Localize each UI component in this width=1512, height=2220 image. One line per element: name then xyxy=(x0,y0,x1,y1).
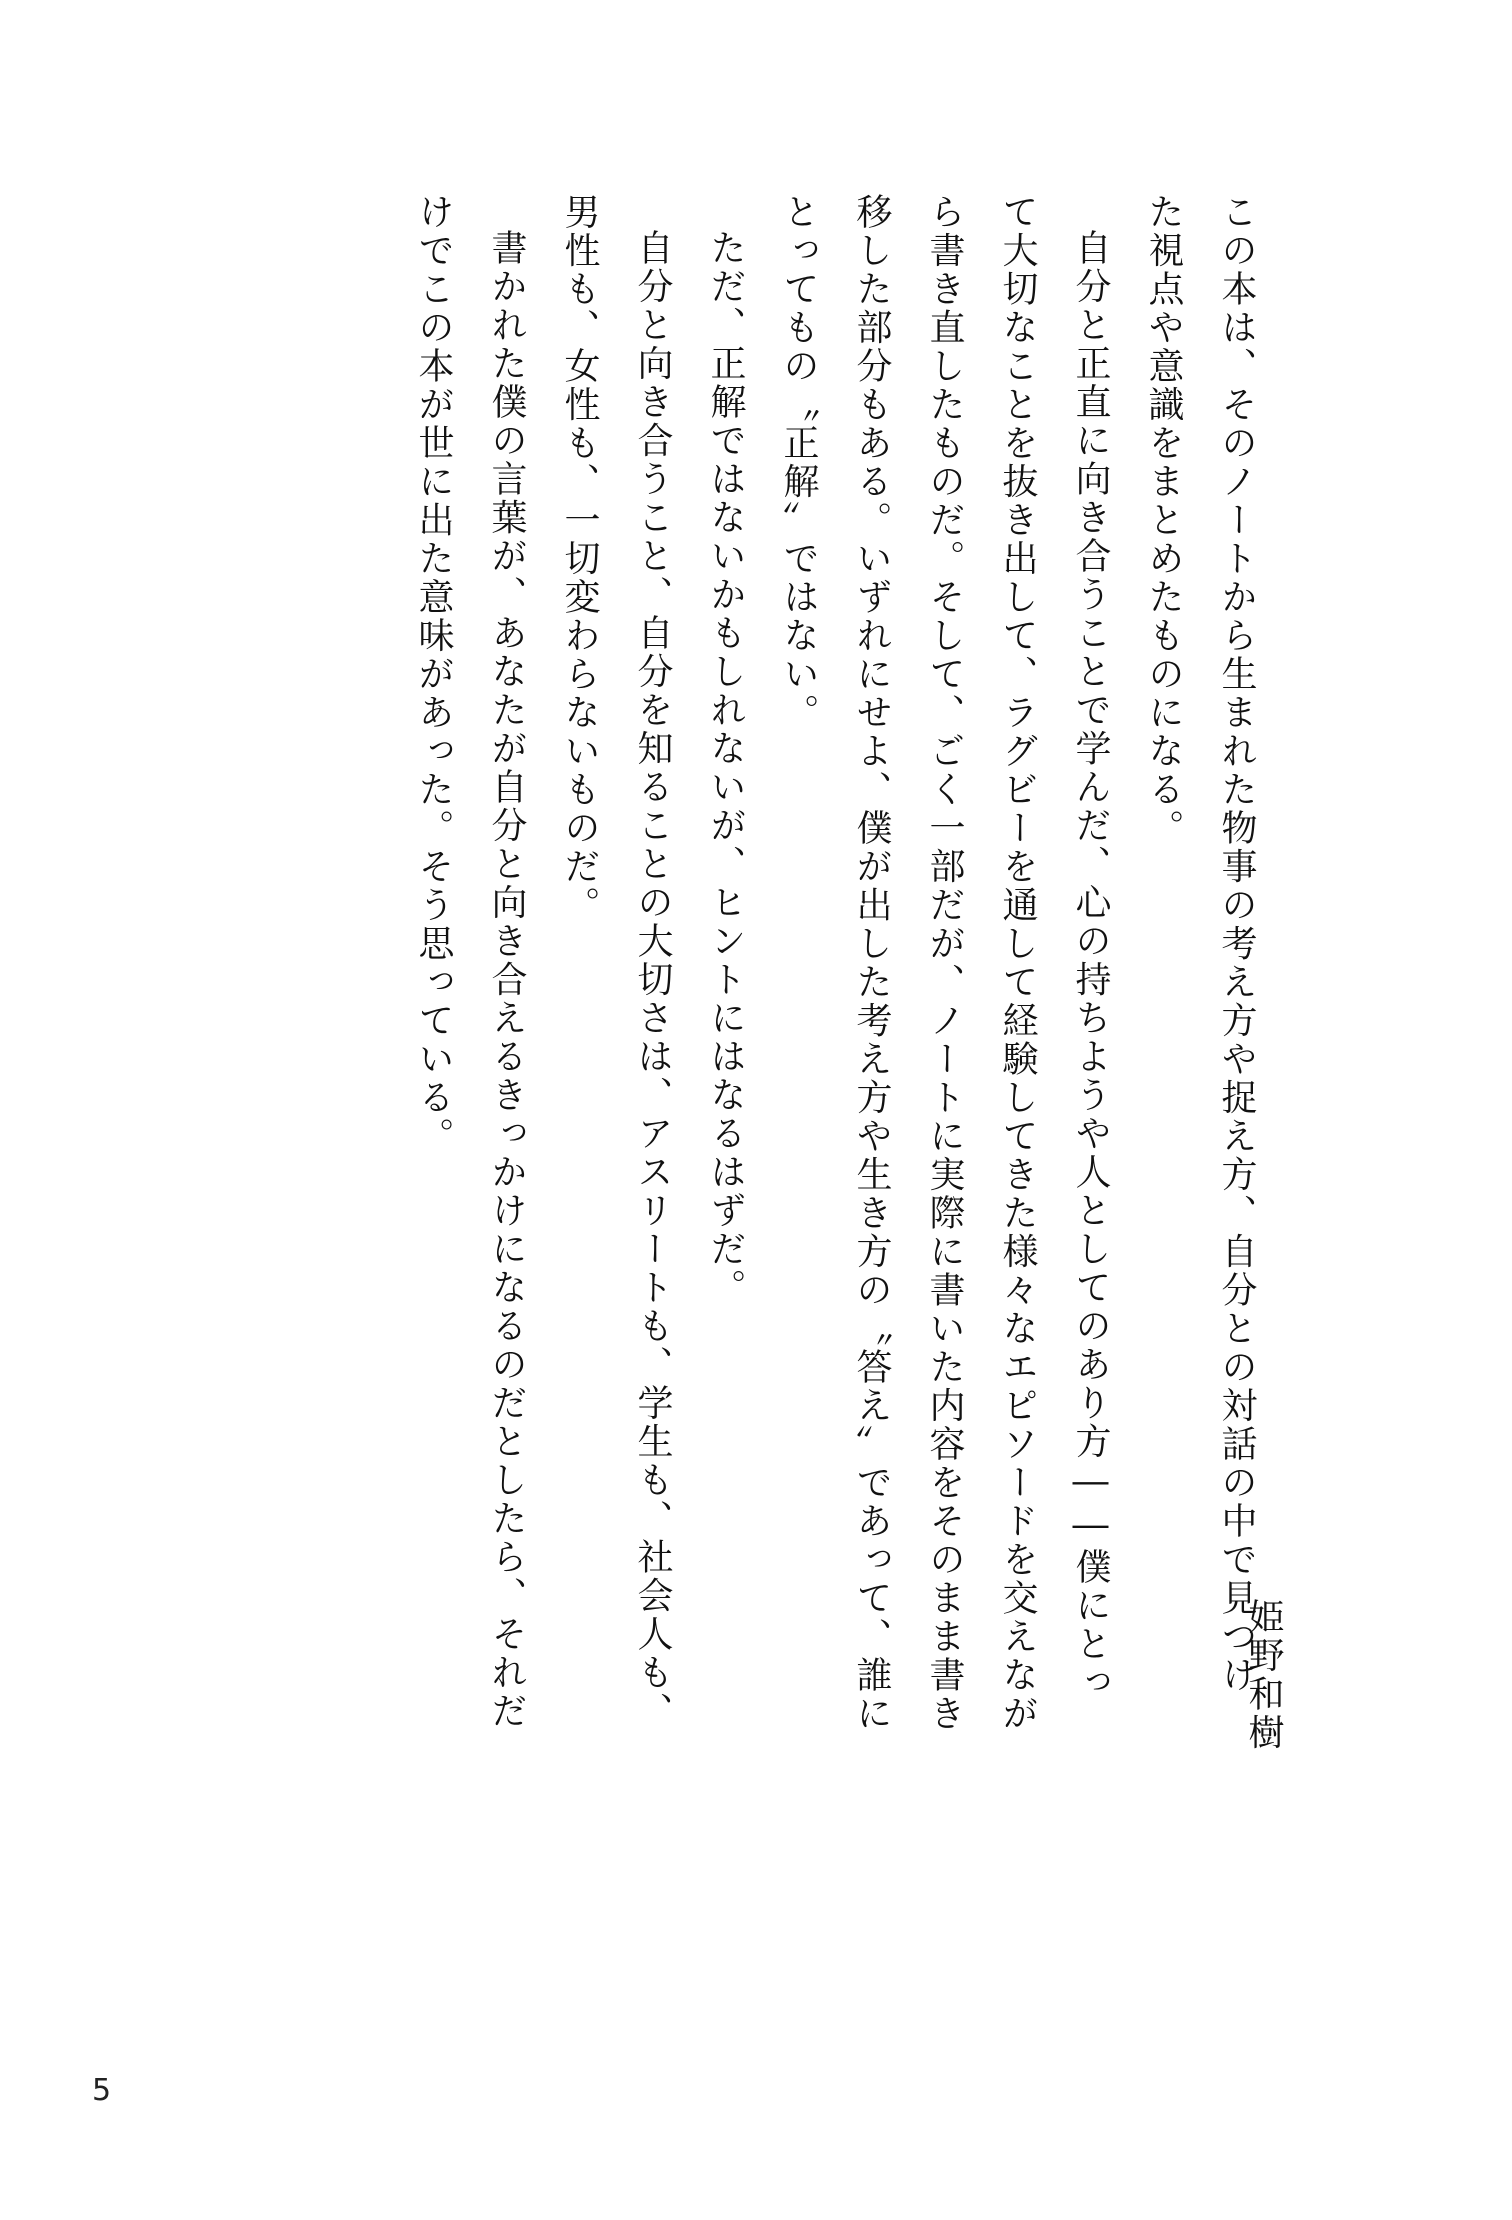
text-line: ら書き直したものだ。そして、ごく一部だが、ノートに実際に書いた内容をそのまま書き xyxy=(924,193,965,1733)
text-line: ただ、正解ではないかもしれないが、ヒントにはなるはずだ。 xyxy=(705,229,746,1307)
text-line: て大切なことを抜き出して、ラグビーを通して経験してきた様々なエピソードを交えなが xyxy=(997,193,1038,1733)
text-line: 自分と向き合うこと、自分を知ることの大切さは、アスリートも、学生も、社会人も、 xyxy=(632,229,673,1731)
text-line: けでこの本が世に出た意味があった。そう思っている。 xyxy=(413,193,454,1156)
text-line: 男性も、女性も、一切変わらないものだ。 xyxy=(559,193,600,925)
text-line: 書かれた僕の言葉が、あなたが自分と向き合えるきっかけになるのだとしたら、それだ xyxy=(486,229,527,1731)
text-line: この本は、そのノートから生まれた物事の考え方や捉え方、自分との対話の中で見つけ xyxy=(1216,193,1257,1695)
text-line: 移した部分もある。いずれにせよ、僕が出した考え方や生き方の〝答え〟であって、誰に xyxy=(851,193,892,1733)
author-signature: 姫野和樹 xyxy=(1243,1598,1284,1752)
text-line: とってもの〝正解〟ではない。 xyxy=(778,193,819,732)
text-line: 自分と正直に向き合うことで学んだ、心の持ちようや人としてのあり方――僕にとっ xyxy=(1070,229,1111,1702)
page-number: 5 xyxy=(92,2073,112,2108)
text-line: た視点や意識をまとめたものになる。 xyxy=(1143,193,1184,848)
